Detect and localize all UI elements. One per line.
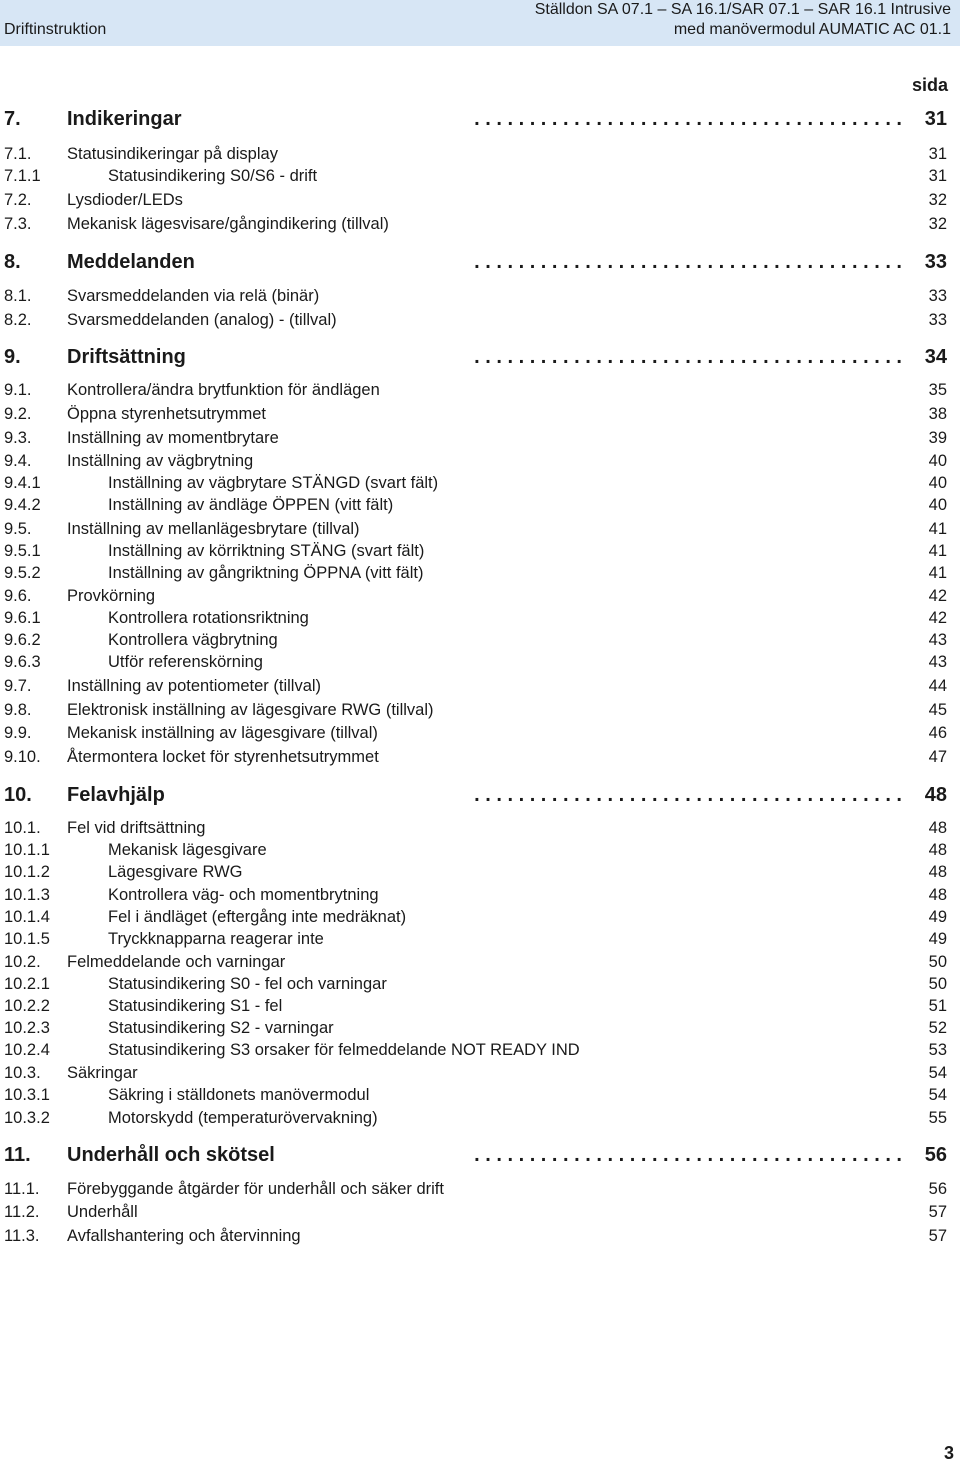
toc-entry-number: 10. — [4, 784, 32, 806]
toc-entry-title: Felmeddelande och varningar — [67, 953, 286, 971]
toc-entry-title: Lägesgivare RWG — [108, 863, 243, 881]
toc-entry-title: Avfallshantering och återvinning — [67, 1227, 301, 1245]
toc-entry-page: 55 — [928, 1109, 947, 1127]
toc-entry-title: Lysdioder/LEDs — [67, 191, 183, 209]
toc-entry-page: 35 — [928, 381, 947, 399]
toc-entry-page: 57 — [928, 1203, 947, 1221]
toc-entry-page: 52 — [928, 1019, 947, 1037]
toc-entry-number: 7.3. — [4, 215, 32, 233]
toc-entry-number: 9. — [4, 346, 21, 368]
toc-entry-title: Inställning av gångriktning ÖPPNA (vitt fält) — [108, 564, 424, 582]
toc-dot-leader: . . . . . . . . . . . . . . . . . . . . . . . . . . . . . . . . . . . . . . . — [474, 346, 902, 368]
toc-entry-title: Tryckknapparna reagerar inte — [108, 930, 324, 948]
toc-entry-title: Återmontera locket för styrenhetsutrymmet — [67, 748, 379, 766]
toc-entry-title: Öppna styrenhetsutrymmet — [67, 405, 266, 423]
toc-entry-page: 48 — [928, 819, 947, 837]
toc-entry-title: Säkringar — [67, 1064, 138, 1082]
toc-entry-title: Svarsmeddelanden (analog) - (tillval) — [67, 311, 337, 329]
page-column-label: sida — [911, 75, 948, 95]
toc-entry-number: 10.2.2 — [4, 997, 50, 1015]
toc-entry-title: Motorskydd (temperaturövervakning) — [108, 1109, 378, 1127]
toc-entry-number: 9.6.3 — [4, 653, 41, 671]
toc-entry-number: 8.1. — [4, 287, 32, 305]
toc-entry-number: 7. — [4, 108, 21, 130]
toc-entry-page: 43 — [928, 631, 947, 649]
toc-entry-title: Mekanisk lägesvisare/gångindikering (tillval) — [67, 215, 389, 233]
toc-entry-title: Förebyggande åtgärder för underhåll och säker drift — [67, 1180, 444, 1198]
header-product-title — [535, 0, 951, 40]
toc-entry-number: 10.2. — [4, 953, 41, 971]
toc-entry-page: 48 — [928, 863, 947, 881]
toc-entry-number: 11.3. — [4, 1227, 40, 1245]
toc-entry-title: Underhåll — [67, 1203, 138, 1221]
toc-entry-title: Inställning av vägbrytning — [67, 452, 254, 470]
toc-entry-page: 53 — [928, 1041, 947, 1059]
toc-entry-number: 9.4.1 — [4, 474, 41, 492]
toc-entry-title: Statusindikering S3 orsaker för felmeddelande NOT READY IND — [108, 1041, 580, 1059]
toc-entry-title: Kontrollera vägbrytning — [108, 631, 278, 649]
toc-entry-number: 9.10. — [4, 748, 41, 766]
toc-entry-title: Inställning av potentiometer (tillval) — [67, 677, 322, 695]
toc-entry-title: Inställning av ändläge ÖPPEN (vitt fält) — [108, 496, 394, 514]
header-document-type: Driftinstruktion — [4, 21, 107, 38]
toc-dot-leader: . . . . . . . . . . . . . . . . . . . . . . . . . . . . . . . . . . . . . . . — [474, 1144, 902, 1166]
toc-entry-title: Mekanisk lägesgivare — [108, 841, 267, 859]
toc-entry-title: Inställning av körriktning STÄNG (svart fält) — [108, 542, 425, 560]
toc-entry-page: 39 — [928, 429, 947, 447]
toc-entry-number: 10.2.1 — [4, 975, 50, 993]
toc-entry-number: 10.3. — [4, 1064, 41, 1082]
header-product-line2: med manövermodul AUMATIC AC 01.1 — [673, 21, 951, 38]
toc-entry-title: Svarsmeddelanden via relä (binär) — [67, 287, 320, 305]
toc-entry-title: Inställning av mellanlägesbrytare (tillval) — [67, 520, 360, 538]
toc-entry-page: 31 — [924, 108, 947, 130]
toc-entry-number: 9.2. — [4, 405, 32, 423]
toc-entry-page: 41 — [928, 564, 947, 582]
toc-entry-page: 31 — [928, 167, 947, 185]
toc-entry-number: 10.1.4 — [4, 908, 50, 926]
toc-dot-leader: . . . . . . . . . . . . . . . . . . . . . . . . . . . . . . . . . . . . . . . — [474, 251, 902, 273]
toc-entry-page: 48 — [928, 886, 947, 904]
toc-entry-title: Kontrollera rotationsriktning — [108, 609, 309, 627]
toc-entry-number: 9.6. — [4, 587, 32, 605]
toc-entry-page: 31 — [928, 145, 947, 163]
toc-entry-title: Meddelanden — [67, 251, 195, 273]
toc-entry-page: 32 — [928, 215, 947, 233]
toc-entry-number: 10.2.4 — [4, 1041, 50, 1059]
toc-entry-page: 32 — [928, 191, 947, 209]
toc-entry-number: 11. — [4, 1144, 31, 1166]
toc-entry-number: 7.1. — [4, 145, 32, 163]
toc-entry-page: 41 — [928, 542, 947, 560]
toc-entry-number: 9.6.1 — [4, 609, 41, 627]
toc-entry-title: Inställning av vägbrytare STÄNGD (svart fält) — [108, 474, 439, 492]
toc-entry-page: 45 — [928, 701, 947, 719]
toc-entry-page: 51 — [928, 997, 947, 1015]
toc-entry-page: 49 — [928, 930, 947, 948]
toc-entry-page: 42 — [928, 587, 947, 605]
toc-entry-title: Mekanisk inställning av lägesgivare (tillval) — [67, 724, 378, 742]
toc-entry-page: 40 — [928, 452, 947, 470]
toc-entry-number: 7.2. — [4, 191, 32, 209]
toc-entry-page: 41 — [928, 520, 947, 538]
toc-entry-title: Statusindikering S0/S6 - drift — [108, 167, 318, 185]
toc-entry-title: Elektronisk inställning av lägesgivare RWG (tillval) — [67, 701, 434, 719]
toc-entry-number: 9.5. — [4, 520, 32, 538]
header-product-line1: Ställdon SA 07.1 – SA 16.1/SAR 07.1 – SAR 16.1 Intrusive — [534, 1, 951, 18]
toc-entry-number: 10.3.2 — [4, 1109, 50, 1127]
toc-entry-page: 46 — [928, 724, 947, 742]
toc-entry-number: 9.7. — [4, 677, 32, 695]
toc-entry-page: 57 — [928, 1227, 947, 1245]
toc-entry-number: 10.2.3 — [4, 1019, 50, 1037]
toc-entry-title: Kontrollera väg- och momentbrytning — [108, 886, 379, 904]
toc-entry-page: 42 — [928, 609, 947, 627]
toc-entry-page: 50 — [928, 953, 947, 971]
toc-entry-number: 9.9. — [4, 724, 32, 742]
page-number: 3 — [943, 1443, 954, 1463]
toc-entry-page: 33 — [928, 287, 947, 305]
toc-entry-page: 48 — [928, 841, 947, 859]
toc-entry-number: 9.6.2 — [4, 631, 41, 649]
toc-entry-title: Indikeringar — [67, 108, 182, 130]
toc-entry-number: 8. — [4, 251, 21, 273]
toc-entry-page: 47 — [928, 748, 947, 766]
toc-entry-title: Statusindikering S2 - varningar — [108, 1019, 334, 1037]
toc-entry-page: 49 — [928, 908, 947, 926]
toc-entry-number: 10.1.5 — [4, 930, 50, 948]
toc-entry-number: 10.1.2 — [4, 863, 50, 881]
toc-entry-page: 34 — [924, 346, 947, 368]
toc-entry-page: 50 — [928, 975, 947, 993]
toc-entry-number: 11.1. — [4, 1180, 40, 1198]
toc-entry-page: 40 — [928, 474, 947, 492]
toc-entry-number: 10.3.1 — [4, 1086, 50, 1104]
toc-entry-title: Statusindikering S0 - fel och varningar — [108, 975, 387, 993]
toc-entry-number: 10.1.3 — [4, 886, 50, 904]
toc-entry-number: 9.5.2 — [4, 564, 41, 582]
toc-entry-title: Fel vid driftsättning — [67, 819, 206, 837]
toc-entry-title: Kontrollera/ändra brytfunktion för ändlägen — [67, 381, 380, 399]
toc-dot-leader: . . . . . . . . . . . . . . . . . . . . . . . . . . . . . . . . . . . . . . . — [474, 108, 902, 130]
toc-entry-page: 38 — [928, 405, 947, 423]
toc-entry-number: 9.4.2 — [4, 496, 41, 514]
toc-entry-title: Fel i ändläget (eftergång inte medräknat) — [108, 908, 407, 926]
toc-entry-title: Statusindikeringar på display — [67, 145, 278, 163]
toc-entry-page: 40 — [928, 496, 947, 514]
toc-entry-number: 9.4. — [4, 452, 32, 470]
toc-entry-page: 54 — [928, 1086, 947, 1104]
toc-entry-title: Felavhjälp — [67, 784, 165, 806]
toc-entry-number: 7.1.1 — [4, 167, 41, 185]
toc-entry-page: 48 — [924, 784, 947, 806]
toc-entry-number: 9.3. — [4, 429, 32, 447]
toc-entry-page: 43 — [928, 653, 947, 671]
toc-dot-leader: . . . . . . . . . . . . . . . . . . . . . . . . . . . . . . . . . . . . . . . — [474, 784, 902, 806]
toc-entry-number: 10.1. — [4, 819, 41, 837]
toc-entry-title: Säkring i ställdonets manövermodul — [108, 1086, 370, 1104]
toc-entry-title: Statusindikering S1 - fel — [108, 997, 283, 1015]
toc-entry-title: Inställning av momentbrytare — [67, 429, 279, 447]
toc-entry-page: 44 — [928, 677, 947, 695]
toc-entry-number: 9.5.1 — [4, 542, 41, 560]
toc-entry-number: 10.1.1 — [4, 841, 50, 859]
toc-entry-page: 33 — [924, 251, 947, 273]
toc-entry-page: 54 — [928, 1064, 947, 1082]
toc-entry-page: 56 — [928, 1180, 947, 1198]
toc-entry-number: 8.2. — [4, 311, 32, 329]
toc-entry-page: 56 — [924, 1144, 947, 1166]
page-header — [0, 0, 960, 46]
toc-entry-title: Underhåll och skötsel — [67, 1144, 275, 1166]
toc-entry-number: 11.2. — [4, 1203, 40, 1221]
toc-entry-number: 9.1. — [4, 381, 32, 399]
toc-entry-number: 9.8. — [4, 701, 32, 719]
toc-entry-title: Utför referenskörning — [108, 653, 263, 671]
toc-entry-page: 33 — [928, 311, 947, 329]
toc-entry-title: Provkörning — [67, 587, 156, 605]
toc-entry-title: Driftsättning — [67, 346, 186, 368]
